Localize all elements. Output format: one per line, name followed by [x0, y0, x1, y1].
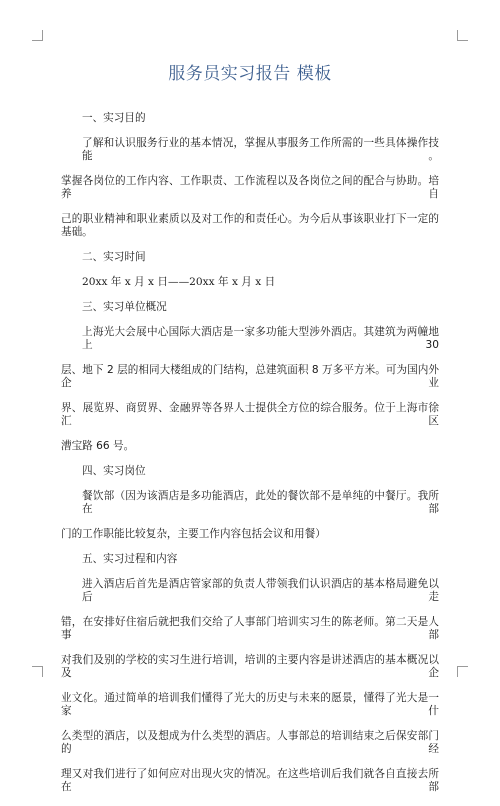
paragraph-line: 餐饮部（因为该酒店是多功能酒店，此处的餐饮部不是单纯的中餐厅。我所在部 [82, 490, 439, 515]
paragraph-line: 了解和认识服务行业的基本情况，掌握从事服务工作所需的一些具体操作技能。 [82, 137, 439, 162]
crop-mark-bottom-right [457, 666, 468, 677]
section-heading: 一、实习目的 [82, 112, 146, 124]
section-position [61, 465, 439, 541]
paragraph-line: 界、展览界、商贸界、金融界等各界人士提供全方位的综合服务。位于上海市徐汇区 [61, 402, 439, 427]
crop-mark-top-left [32, 30, 43, 41]
section-heading: 二、实习时间 [82, 251, 146, 263]
paragraph-line: 层、地下 2 层的相同大楼组成的门结构，总建筑面积 8 万多平方米。可为国内外企业 [61, 364, 439, 389]
paragraph-line: 错，在安排好住宿后就把我们交给了人事部门培训实习生的陈老师。第二天是人事部 [61, 616, 439, 641]
section-time [61, 251, 439, 289]
section-purpose [61, 112, 439, 239]
internship-dates: 20xx 年 x 月 x 日——20xx 年 x 月 x 日 [82, 276, 276, 288]
paragraph-line: 上海光大会展中心国际大酒店是一家多功能大型涉外酒店。其建筑为两幢地上 30 [82, 326, 439, 351]
section-company-overview [61, 301, 439, 453]
section-process [61, 553, 439, 794]
section-heading: 三、实习单位概况 [82, 301, 167, 313]
paragraph-line: 门的工作职能比较复杂，主要工作内容包括会议和用餐） [61, 528, 326, 540]
paragraph-line: 么类型的酒店，以及想成为什么类型的酒店。人事部总的培训结束之后保安部门的经 [61, 730, 439, 755]
paragraph-line: 进入酒店后首先是酒店管家部的负责人带领我们认识酒店的基本格局避免以后走 [82, 578, 439, 603]
paragraph-line: 对我们及别的学校的实习生进行培训，培训的主要内容是讲述酒店的基本概况以及企 [61, 654, 439, 679]
paragraph-line: 掌握各岗位的工作内容、工作职责、工作流程以及各岗位之间的配合与协助。培养自 [61, 175, 439, 200]
paragraph-line: 己的职业精神和职业素质以及对工作的和责任心。为今后从事该职业打下一定的基础。 [61, 213, 439, 238]
paragraph-line: 理又对我们进行了如何应对出现火灾的情况。在这些培训后我们就各自直接去所在部 [61, 768, 439, 793]
paragraph-line: 漕宝路 66 号。 [61, 440, 135, 452]
document-body [61, 112, 439, 806]
paragraph-line: 业文化。通过简单的培训我们懂得了光大的历史与未来的愿景，懂得了光大是一家什 [61, 692, 439, 717]
section-heading: 五、实习过程和内容 [82, 553, 178, 565]
document-title: 服务员实习报告 模板 [168, 64, 332, 84]
section-heading: 四、实习岗位 [82, 465, 146, 477]
crop-mark-top-right [457, 30, 468, 41]
crop-mark-bottom-left [32, 666, 43, 677]
